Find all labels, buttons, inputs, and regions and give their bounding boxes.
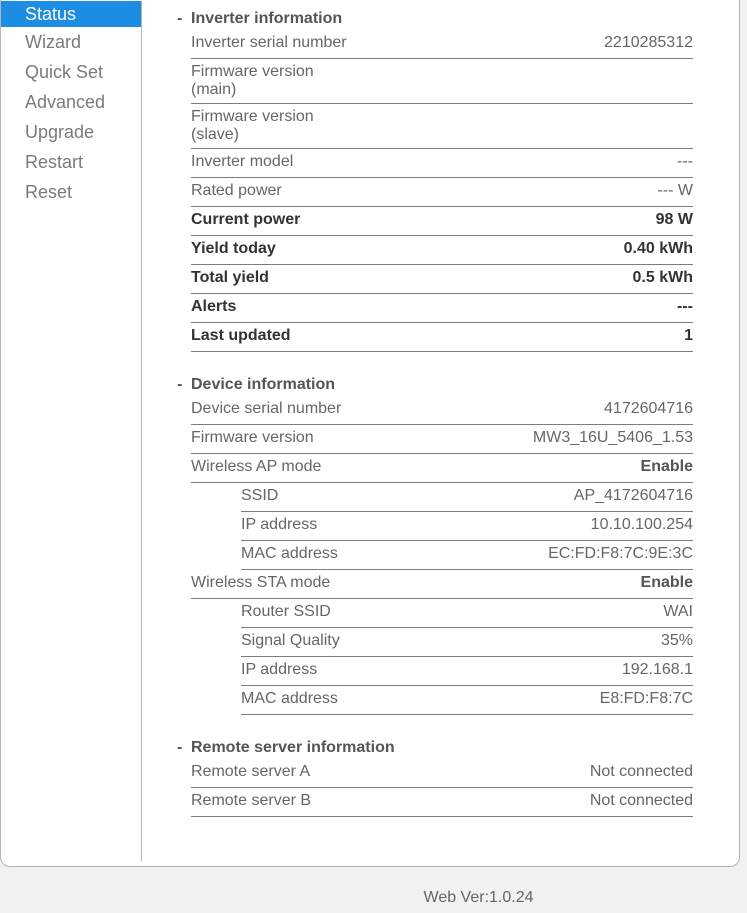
router-ssid-row: Router SSID WAI [241, 600, 693, 628]
ap-ssid-row: SSID AP_4172604716 [241, 484, 693, 512]
ap-mac-address-row: MAC address EC:FD:F8:7C:9E:3C [241, 542, 693, 570]
last-updated-row: Last updated 1 [191, 324, 693, 352]
inverter-serial-row: Inverter serial number 2210285312 [191, 31, 693, 59]
ap-ip-address-row: IP address 10.10.100.254 [241, 513, 693, 541]
device-firmware-row: Firmware version MW3_16U_5406_1.53 [191, 426, 693, 454]
nav-advanced[interactable]: Advanced [25, 92, 106, 112]
sta-mac-address-row: MAC address E8:FD:F8:7C [241, 687, 693, 715]
nav-status[interactable]: Status [1, 1, 141, 27]
remote-server-b-row: Remote server B Not connected [191, 789, 693, 817]
status-content [173, 1, 693, 818]
nav-quick-set[interactable]: Quick Set [25, 62, 104, 82]
rated-power-row: Rated power --- W [191, 179, 693, 207]
nav-wizard[interactable]: Wizard [25, 32, 82, 52]
alerts-row: Alerts --- [191, 295, 693, 323]
yield-today-row: Yield today 0.40 kWh [191, 237, 693, 265]
sta-ip-address-row: IP address 192.168.1 [241, 658, 693, 686]
inverter-model-row: Inverter model --- [191, 150, 693, 178]
web-version: Web Ver:1.0.24 [423, 889, 534, 906]
section-collapse-dash[interactable]: - [177, 10, 183, 27]
wireless-ap-mode-row: Wireless AP mode Enable [191, 455, 693, 483]
section-collapse-dash[interactable]: - [177, 376, 183, 393]
wireless-sta-mode-row: Wireless STA mode Enable [191, 571, 693, 599]
total-yield-row: Total yield 0.5 kWh [191, 266, 693, 294]
nav-reset[interactable]: Reset [25, 182, 73, 202]
device-section-title: - Device information [173, 373, 693, 397]
sidebar [1, 1, 142, 861]
firmware-main-row: Firmware version (main) [191, 60, 693, 104]
device-serial-row: Device serial number 4172604716 [191, 397, 693, 425]
remote-server-a-row: Remote server A Not connected [191, 760, 693, 788]
section-collapse-dash[interactable]: - [177, 739, 183, 756]
nav-restart[interactable]: Restart [25, 152, 84, 172]
firmware-slave-row: Firmware version (slave) [191, 105, 693, 149]
nav-upgrade[interactable]: Upgrade [25, 122, 95, 142]
inverter-section-title: - Inverter information [173, 7, 693, 31]
current-power-row: Current power 98 W [191, 208, 693, 236]
signal-quality-row: Signal Quality 35% [241, 629, 693, 657]
remote-section-title: - Remote server information [173, 736, 693, 760]
